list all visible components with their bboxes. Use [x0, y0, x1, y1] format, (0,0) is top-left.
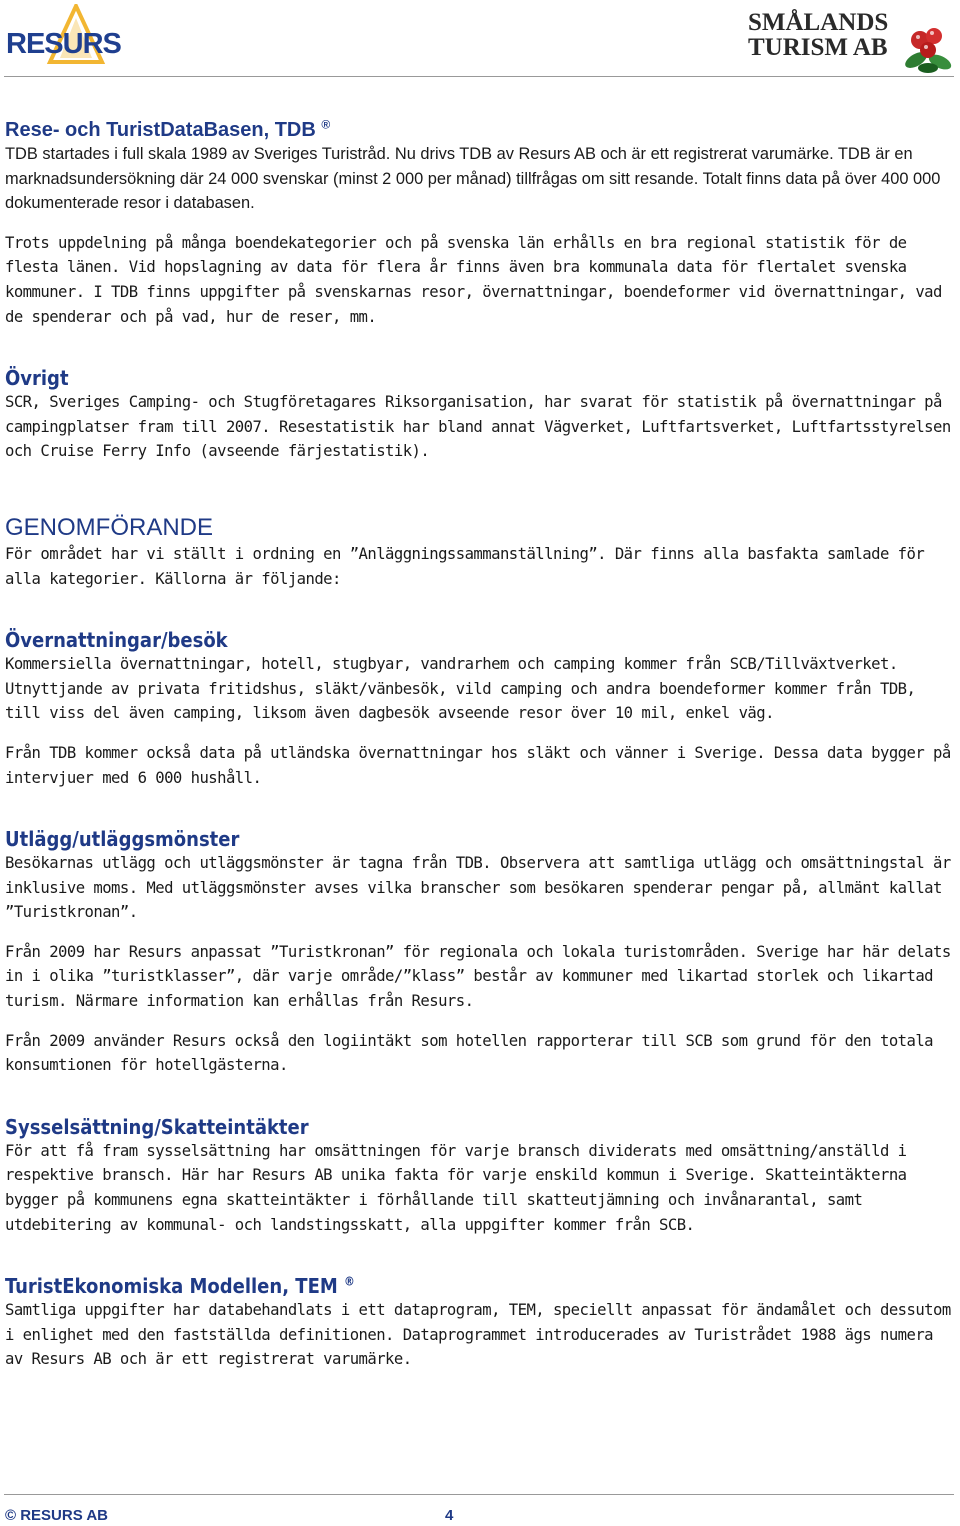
- paragraph: Samtliga uppgifter har databehandlats i ett dataprogram, TEM, speciellt anpassat för ändamålet och dessutom i enlighet med den fastställda definitionen. Dataprogrammet introducerades av Turistrådet 1988 ägs numera av Resurs AB och är ett registrerat varumärke.: [5, 1301, 951, 1369]
- logo-line-2: TURISM AB: [748, 34, 888, 61]
- footer-divider: [4, 1494, 954, 1495]
- resurs-logo: [4, 4, 121, 66]
- paragraph: Från TDB kommer också data på utländska övernattningar hos släkt och vänner i Sverige. Dessa data bygger på intervjuer med 6 000 hushåll.: [5, 743, 951, 787]
- paragraph: Från 2009 använder Resurs också den logiintäkt som hotellen rapporterar till SCB som grund för den totala konsumtionen för hotellgästerna.: [5, 1031, 934, 1075]
- paragraph: För området har vi ställt i ordning en ”Anläggningssammanställning”. Där finns alla basfakta samlade för alla kategorier. Källorna är följande:: [5, 544, 925, 588]
- page-number: 4: [445, 1507, 454, 1524]
- registered-mark: ®: [344, 1274, 355, 1289]
- section-title-ovrigt: Övrigt: [5, 366, 69, 391]
- resurs-logo-text: RESURS: [6, 28, 121, 60]
- paragraph: Besökarnas utlägg och utläggsmönster är tagna från TDB. Observera att samtliga utlägg och omsättningstal är inklusive moms. Med utläggsmönster avses vilka branscher som besökaren spenderar pengar på, allmänt kallat ”Turistkronan”.: [5, 854, 951, 922]
- lingonberry-icon: [898, 18, 958, 78]
- section-title-sysselsattning: Sysselsättning/Skatteintäkter: [5, 1114, 309, 1139]
- paragraph: Trots uppdelning på många boendekategorier och på svenska län erhålls en bra regional statistik för de flesta länen. Vid hopslagning av data för flera år finns även bra kommunala data för flertalet svenska kommuner. I TDB finns uppgifter på svenskarnas resor, övernattningar, boendeformer vid övernattningar, vad de spenderar och på vad, hur de reser, mm.: [5, 233, 942, 326]
- section-title-overnattningar: Övernattningar/besök: [5, 628, 228, 653]
- footer-copyright: © RESURS AB: [5, 1507, 109, 1524]
- header-divider: [4, 76, 954, 77]
- logo-line-1: SMÅLANDS: [748, 9, 889, 36]
- paragraph: För att få fram sysselsättning har omsättningen för varje bransch dividerats med omsättning/anställd i respektive bransch. Här har Resurs AB unika fakta för varje enskild kommun i Sverige. Skatteintäkterna bygger på kommunens egna skatteintäkter i förhållande till skatteutjämning och invånarantal, samt utdebitering av kommunal- och landstingsskatt, alla uppgifter kommer från SCB.: [5, 1141, 907, 1234]
- section-title-tdb: Rese- och TuristDataBasen, TDB ®: [5, 117, 331, 141]
- section-title-genomforande: GENOMFÖRANDE: [5, 513, 214, 541]
- paragraph: Från 2009 har Resurs anpassat ”Turistkronan” för regionala och lokala turistområden. Sverige har här delats in i olika ”turistklasser”, där varje område/”klass” består av kommuner med likartad storlek och likartad turism. Närmare information kan erhållas från Resurs.: [5, 942, 951, 1011]
- paragraph: Kommersiella övernattningar, hotell, stugbyar, vandrarhem och camping kommer från SCB/Tillväxtverket. Utnyttjande av privata fritidshus, släkt/vänbesök, vild camping och andra boendeformer kommer från TDB, till viss del även camping, liksom även dagbesök avseende resor över 10 mil, enkel väg.: [5, 655, 916, 723]
- section-title-utlagg: Utlägg/utläggsmönster: [5, 827, 240, 852]
- section-title-tem: TuristEkonomiska Modellen, TEM ®: [5, 1274, 355, 1299]
- paragraph: TDB startades i full skala 1989 av Sveriges Turistråd. Nu drivs TDB av Resurs AB och är ett registrerat varumärke. TDB är en marknadsundersökning där 24 000 svenskar (minst 2 000 per månad) tillfrågas om sitt resande. Totalt finns data på över 400 000 dokumenterade resor i databasen.: [5, 145, 941, 213]
- document-body: [5, 118, 955, 1372]
- smalands-turism-logo: [748, 10, 958, 72]
- registered-mark: ®: [321, 117, 331, 132]
- paragraph: SCR, Sveriges Camping- och Stugföretagares Riksorganisation, har svarat för statistik på övernattningar på campingplatser fram till 2007. Resestatistik har bland annat Vägverket, Luftfartsverket, Luftfartsstyrelsen och Cruise Ferry Info (avseende färjestatistik).: [5, 393, 951, 461]
